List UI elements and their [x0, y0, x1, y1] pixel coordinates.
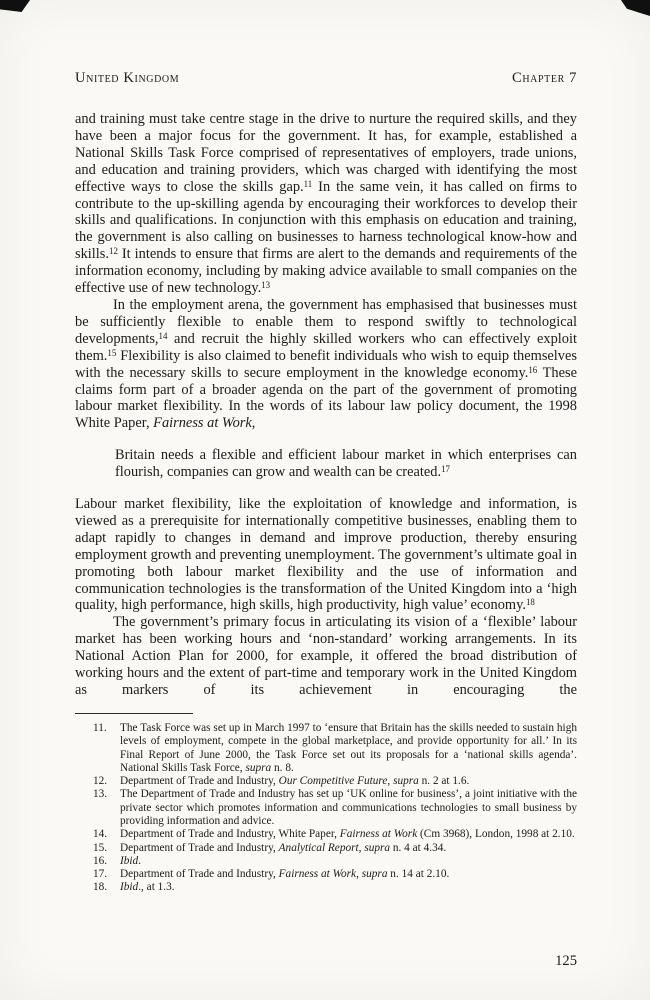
paragraph: The government’s primary focus in articulating its vision of a ‘flexible’ labour market has been working hours and ‘non-standard’ working arrangements. In its National Action Plan for 2000, for example, it offered the broad distribution of working hours and the extent of part-time and temporary work in the United Kingdom as markers of its achievement in encouraging the [75, 614, 577, 698]
footnote-separator-rule [75, 713, 193, 714]
footnote-text: Department of Trade and Industry, Our Competitive Future, supra n. 2 at 1.6. [120, 775, 470, 788]
footnote-text: Department of Trade and Industry, Fairness at Work, supra n. 14 at 2.10. [120, 868, 450, 881]
running-head-right: Chapter 7 [512, 70, 577, 86]
running-head [75, 70, 577, 87]
paragraph: Labour market flexibility, like the exploitation of knowledge and information, is viewed as a prerequisite for internationally competitive businesses, enabling them to adapt rapidly to changes in demand and improve production, thereby ensuring employment growth and preventing unemployment. The government’s ultimate goal in promoting both labour market flexibility and the use of information and communication technologies is the transformation of the United Kingdom into a ‘high quality, high performance, high skills, high productivity, high value’ economy.$^{18}$ [75, 496, 577, 614]
footnote-number: 11. [93, 721, 107, 734]
footnote-number: 17. [93, 868, 108, 881]
footnotes-section [75, 713, 577, 895]
footnote-number: 16. [93, 854, 108, 867]
footnote-item [75, 881, 577, 894]
page-number: 125 [555, 953, 577, 969]
footnote-item [75, 855, 577, 868]
paragraph: and training must take centre stage in the drive to nurture the required skills, and they have been a major focus for the government. It has, for example, established a National Skills Task Force comprised of representatives of employers, trade unions, and education and training providers, which was charged with identifying the most effective ways to close the skills gap.$^{11}$ In the same vein, it has called on firms to contribute to the up-skilling agenda by encouraging their workforces to develop their skills and qualifications. In conjunction with this emphasis on education and training, the government is also calling on businesses to harness technological know-how and skills.$^{12}$ It intends to ensure that firms are alert to the demands and requirements of the information economy, including by making advice available to small companies on the effective use of new technology.$^{13}$ [75, 111, 577, 297]
footnote-text: Ibid. [120, 854, 142, 867]
footnote-item [75, 775, 577, 788]
footnote-text: The Task Force was set up in March 1997 to ‘ensure that Britain has the skills needed to sustain high levels of employment, compete in the global marketplace, and provide opportunity for all.’ In its Final Report of June 2000, the Task Force set out its proposals for a ‘national skills agenda’. National Skills Task Force, supra n. 8. [120, 721, 577, 774]
running-head-left: United Kingdom [75, 70, 180, 86]
footnote-item [75, 868, 577, 881]
block-quote: Britain needs a flexible and efficient labour market in which enterprises can flourish, companies can grow and wealth can be created.$^{17}$ [115, 447, 577, 481]
footnote-number: 13. [93, 788, 108, 801]
footnote-number: 12. [93, 775, 108, 788]
footnote-text: Department of Trade and Industry, Analytical Report, supra n. 4 at 4.34. [120, 841, 447, 854]
footnote-item [75, 722, 577, 775]
scan-artifact-top-left [0, 0, 30, 12]
footnote-item [75, 788, 577, 828]
body-text [75, 111, 577, 699]
footnote-text: Department of Trade and Industry, White Paper, Fairness at Work (Cm 3968), London, 1998 at 2.10. [120, 828, 575, 841]
footnote-number: 14. [93, 828, 108, 841]
footnote-number: 15. [93, 841, 108, 854]
footnote-number: 18. [93, 881, 108, 894]
footnote-item [75, 842, 577, 855]
scan-artifact-top-right [617, 0, 650, 16]
footnote-text: Ibid., at 1.3. [120, 881, 175, 894]
footnote-item [75, 828, 577, 841]
footnote-text: The Department of Trade and Industry has set up ‘UK online for business’, a joint initiative with the private sector which promotes information and communications technologies to small business by providing information and advice. [120, 788, 577, 827]
paragraph: In the employment arena, the government has emphasised that businesses must be sufficiently flexible to enable them to respond swiftly to technological developments,$^{14}$ and recruit the highly skilled workers who can effectively exploit them.$^{15}$ Flexibility is also claimed to benefit individuals who wish to equip themselves with the necessary skills to secure employment in the knowledge economy.$^{16}$ These claims form part of a broader agenda on the part of the government of promoting labour market flexibility. In the words of its labour law policy document, the 1998 White Paper, Fairness at Work, [75, 296, 577, 432]
